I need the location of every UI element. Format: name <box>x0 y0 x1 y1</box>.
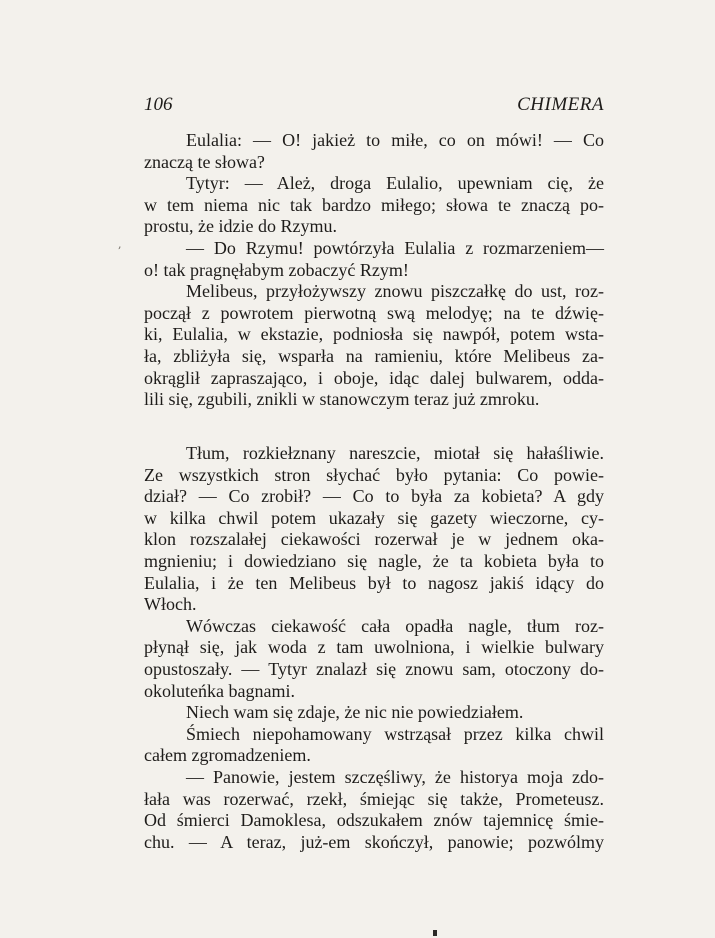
text-line: ki, Eulalia, w ekstazie, podniosła się nawpół, potem wsta- <box>144 324 604 345</box>
text-line: począł z powrotem pierwotną swą melodyę; na te dźwię- <box>144 302 604 323</box>
text-line: o! tak pragnęłabym zobaczyć Rzym! <box>144 259 409 280</box>
text-block-1 <box>144 130 604 411</box>
text-line: Wówczas ciekawość cała opadła nagle, tłum roz- <box>186 615 604 636</box>
margin-mark: , <box>118 238 122 251</box>
text-line: chu. — A teraz, już-em skończył, panowie; pozwólmy <box>144 831 604 852</box>
text-line: w tem niema nic tak bardzo miłego; słowa te znaczą po- <box>144 194 604 215</box>
text-line: — Panowie, jestem szczęśliwy, że historya moja zdo- <box>186 766 604 787</box>
text-line: w kilka chwil potem ukazały się gazety wieczorne, cy- <box>144 507 604 528</box>
text-line: lili się, zgubili, znikli w stanowczym teraz już zmroku. <box>144 389 540 410</box>
text-line: prostu, że idzie do Rzymu. <box>144 216 337 237</box>
text-line: Włoch. <box>144 594 197 615</box>
bottom-mark <box>433 930 437 936</box>
text-line: Niech wam się zdaje, że nic nie powiedziałem. <box>186 702 524 723</box>
text-line: ła, zbliżyła się, wsparła na ramieniu, które Melibeus za- <box>144 345 604 366</box>
text-line: Od śmierci Damoklesa, odszukałem znów tajemnicę śmie- <box>144 810 604 831</box>
text-line: opustoszały. — Tytyr znalazł się znowu sam, otoczony do- <box>144 658 604 679</box>
text-line: okoluteńka bagnami. <box>144 680 295 701</box>
text-line: Ze wszystkich stron słychać było pytania: Co powie- <box>144 464 604 485</box>
page-header <box>144 94 604 116</box>
text-line: Eulalia, i że ten Melibeus był to nagosz jakiś idący do <box>144 572 604 593</box>
text-line: Tłum, rozkiełznany nareszcie, miotał się hałaśliwie. <box>186 443 604 463</box>
page-number: 106 <box>144 94 173 115</box>
text-line: — Do Rzymu! powtórzyła Eulalia z rozmarzeniem— <box>186 237 604 258</box>
text-line: okrąglił zapraszająco, i oboje, idąc dalej bulwarem, odda- <box>144 367 604 388</box>
text-line: Eulalia: — O! jakież to miłe, co on mówi! — Co <box>186 130 604 150</box>
text-line: Śmiech niepohamowany wstrząsał przez kilka chwil <box>186 723 604 744</box>
text-block-2 <box>144 443 604 853</box>
text-line: Melibeus, przyłożywszy znowu piszczałkę do ust, roz- <box>186 281 604 302</box>
text-line: Tytyr: — Ależ, droga Eulalio, upewniam cię, że <box>186 173 604 194</box>
text-line: łała was rozerwać, rzekł, śmiejąc się także, Prometeusz. <box>144 788 604 809</box>
text-line: klon rozszalałej ciekawości rozerwał je w jednem oka- <box>144 529 604 550</box>
running-title: CHIMERA <box>517 94 604 115</box>
text-line: dział? — Co zrobił? — Co to była za kobieta? A gdy <box>144 486 604 507</box>
text-line: mgnieniu; i dowiedziano się nagle, że ta kobieta była to <box>144 550 604 571</box>
text-line: znaczą te słowa? <box>144 151 265 172</box>
text-line: całem zgromadzeniem. <box>144 745 311 766</box>
text-line: płynął się, jak woda z tam uwolniona, i wielkie bulwary <box>144 637 604 658</box>
